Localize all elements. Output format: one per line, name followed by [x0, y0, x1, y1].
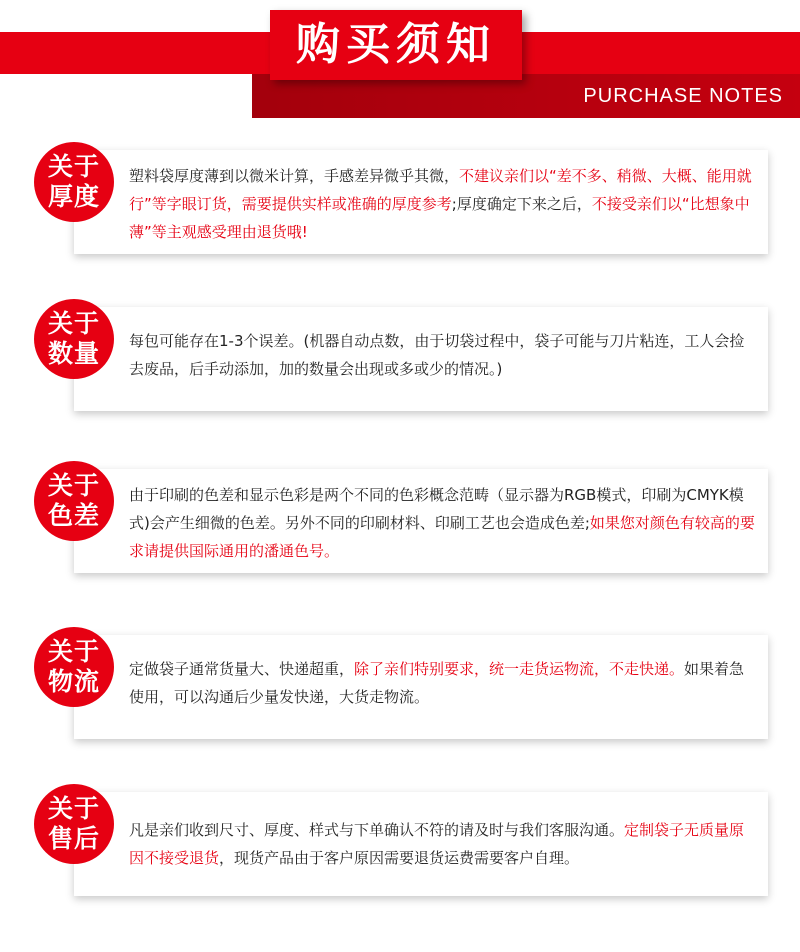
badge-line: 关于	[47, 637, 100, 666]
note-segment: ，现货产品由于客户原因需要退货运费需要客户自理。	[219, 849, 580, 867]
note-segment: 定做袋子通常货量大、快递超重，	[129, 660, 355, 678]
note-text	[129, 162, 756, 246]
note-card	[74, 150, 768, 254]
page-header	[0, 0, 800, 120]
note-segment: 如果着急使用，可以沟通后少量发快递，大货走物流。	[129, 660, 745, 706]
section-badge	[34, 299, 114, 379]
badge-line: 关于	[47, 794, 100, 823]
section-logistics	[0, 635, 800, 755]
header-title-box	[270, 10, 522, 80]
badge-line: 关于	[47, 152, 100, 181]
page-subtitle: PURCHASE NOTES	[583, 85, 783, 107]
note-segment: 每包可能存在1-3个误差。(机器自动点数，由于切袋过程中，袋子可能与刀片粘连，工人会捡去废品，后手动添加，加的数量会出现或多或少的情况。)	[129, 332, 745, 378]
section-badge	[34, 142, 114, 222]
note-segment: 由于印刷的色差和显示色彩是两个不同的色彩概念范畴（显示器为RGB模式，印刷为CMYK模式)会产生细微的色差。另外不同的印刷材料、印刷工艺也会造成色差;	[129, 486, 744, 532]
note-segment-highlight: 如果您对颜色有较高的要求请提供国际通用的潘通色号。	[129, 514, 755, 560]
note-text	[129, 655, 756, 711]
note-segment-highlight: 不建议亲们以“差不多、稍微、大概、能用就行”等字眼订货，需要提供实样或准确的厚度参考	[129, 167, 752, 213]
note-segment-highlight: 不接受亲们以“比想象中薄”等主观感受理由退货哦!	[129, 195, 750, 241]
badge-line: 色差	[47, 501, 100, 530]
note-segment: 塑料袋厚度薄到以微米计算，手感差异微乎其微，	[129, 167, 460, 185]
note-card	[74, 469, 768, 573]
section-badge	[34, 627, 114, 707]
section-color	[0, 469, 800, 589]
section-badge	[34, 461, 114, 541]
badge-line: 物流	[47, 667, 100, 696]
note-card	[74, 307, 768, 411]
section-quantity	[0, 307, 800, 427]
note-segment-highlight: 除了亲们特别要求，统一走货运物流，不走快递。	[354, 660, 685, 678]
badge-line: 数量	[47, 339, 100, 368]
badge-line: 厚度	[47, 182, 100, 211]
note-text	[129, 816, 756, 872]
note-segment: 凡是亲们收到尺寸、厚度、样式与下单确认不符的请及时与我们客服沟通。	[129, 821, 625, 839]
badge-line: 关于	[47, 309, 100, 338]
badge-line: 关于	[47, 471, 100, 500]
section-thickness	[0, 150, 800, 270]
section-badge	[34, 784, 114, 864]
note-card	[74, 792, 768, 896]
page-title: 购买须知	[296, 19, 496, 70]
badge-line: 售后	[47, 824, 100, 853]
note-segment: ;厚度确定下来之后，	[451, 195, 592, 213]
note-text	[129, 481, 756, 565]
note-card	[74, 635, 768, 739]
note-text	[129, 327, 756, 383]
section-after-sales	[0, 792, 800, 912]
note-segment-highlight: 定制袋子无质量原因不接受退货	[129, 821, 745, 867]
